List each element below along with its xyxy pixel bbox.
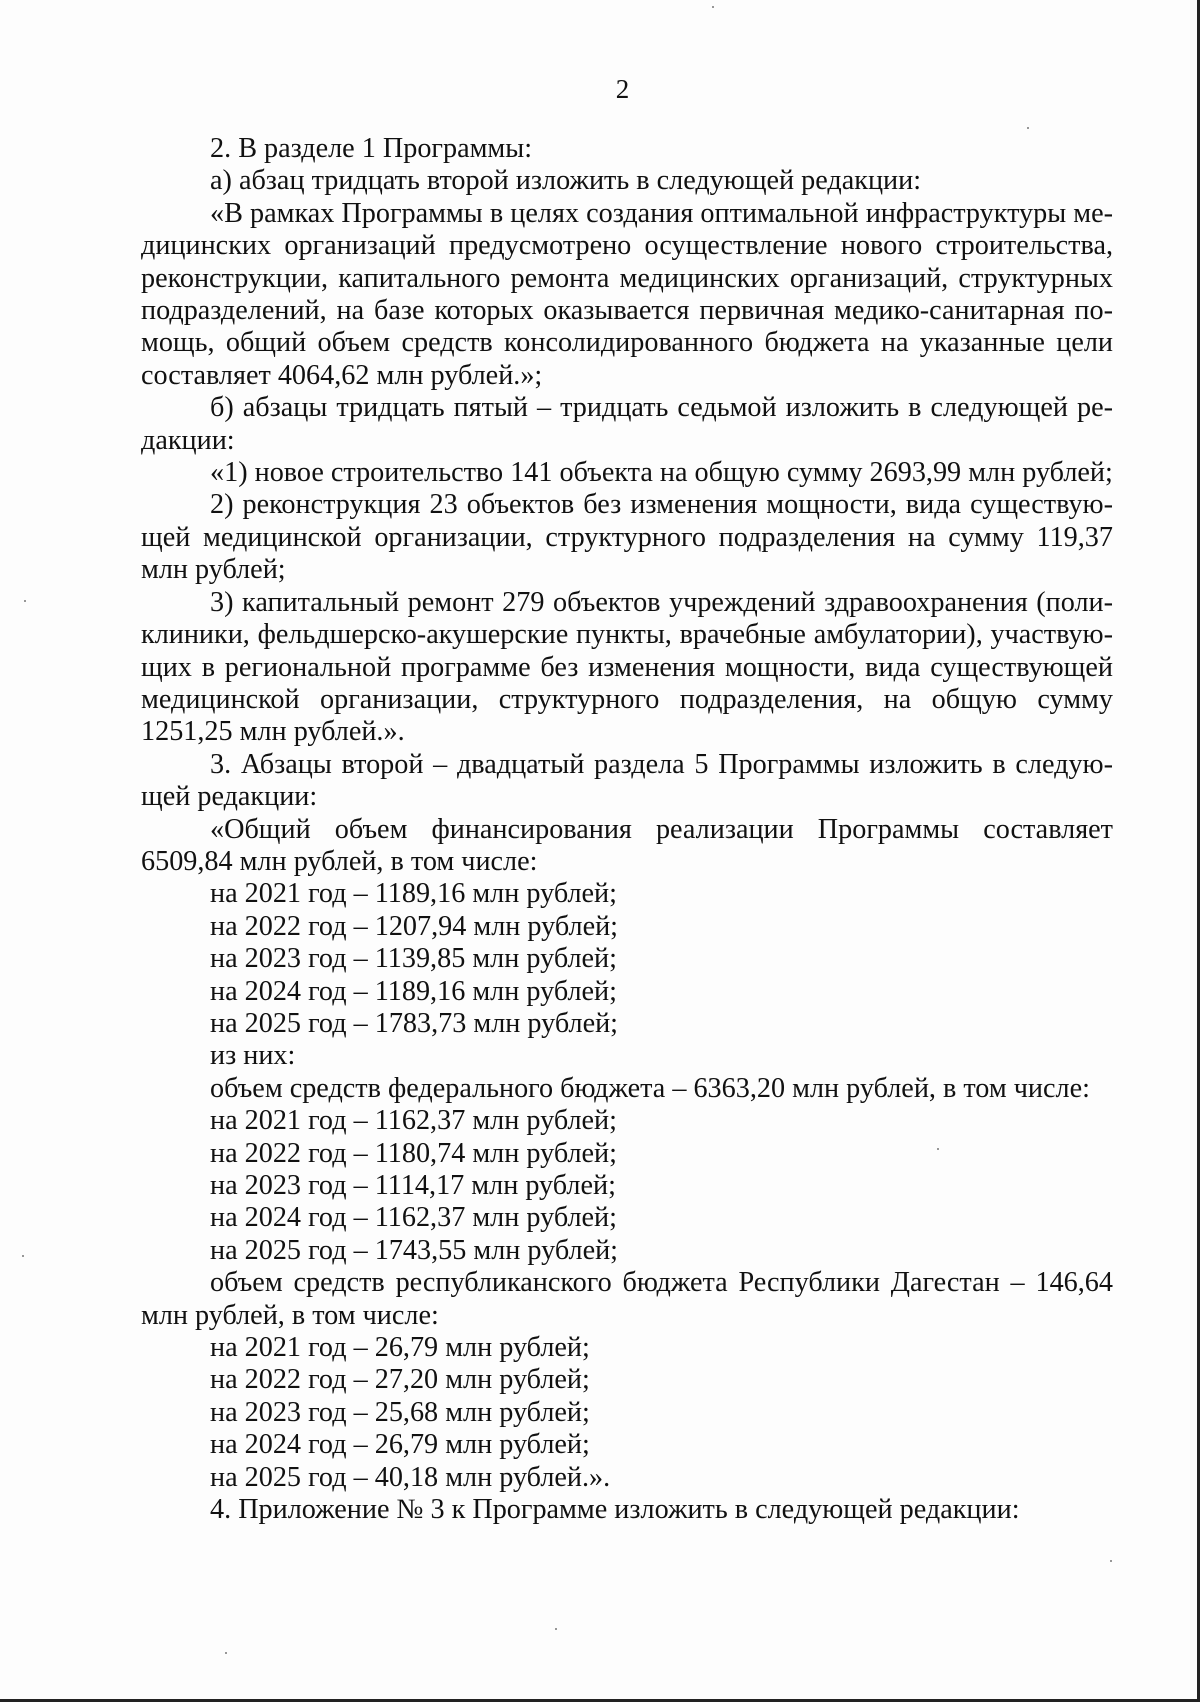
section-2-item-b-2: 2) реконструкция 23 объектов без изменения мощности, вида существующей медицинской организации, структурного подразделения на сумму 119,37 млн рублей; (141, 489, 1113, 586)
section-4-heading: 4. Приложение № 3 к Программе изложить в следующей редакции: (210, 1494, 1020, 1526)
total-year-line: на 2023 год – 1139,85 млн рублей; (210, 943, 617, 975)
section-2-item-b-3: 3) капитальный ремонт 279 объектов учреждений здравоохранения (поликлиники, фельдшерско-акушерские пункты, врачебные амбулатории), участвующих в региональной программе без изменения мощности, вида существующей медицинской организации, структурного подразделения, на общую сумму 1251,25 млн рублей.». (141, 586, 1113, 748)
section-2-heading: 2. В разделе 1 Программы: (210, 133, 533, 164)
scan-speck (937, 1148, 939, 1150)
scan-speck (712, 6, 714, 8)
of-them-label: из них: (210, 1040, 296, 1072)
section-2-item-b-intro: б) абзацы тридцать пятый – тридцать седьмой изложить в следующей редакции: (141, 392, 1113, 456)
section-3-total-intro: «Общий объем финансирования реализации Программы составляет 6509,84 млн рублей, в том числе: (141, 813, 1113, 877)
section-2-item-a-text: «В рамках Программы в целях создания оптимальной инфраструктуры медицинских организаций предусмотрено осуществление нового строительства, реконструкции, капитального ремонта медицинских организаций, структурных подразделений, на базе которых оказывается первичная медико-санитарная помощь, общий объем средств консолидированного бюджета на указанные цели составляет 4064,62 млн рублей.»; (141, 197, 1113, 391)
federal-year-line: на 2024 год – 1162,37 млн рублей; (210, 1202, 617, 1234)
republic-budget-intro: объем средств республиканского бюджета Республики Дагестан – 146,64 млн рублей, в том числе: (141, 1267, 1113, 1331)
scan-speck (555, 1628, 557, 1630)
scan-speck (1110, 1560, 1112, 1562)
total-year-line: на 2022 год – 1207,94 млн рублей; (210, 910, 619, 942)
scan-speck (225, 1652, 227, 1654)
scan-speck (1027, 127, 1029, 129)
federal-year-line: на 2025 год – 1743,55 млн рублей; (210, 1234, 619, 1266)
scan-speck (24, 600, 26, 602)
federal-year-line: на 2022 год – 1180,74 млн рублей; (210, 1137, 617, 1169)
page-number: 2 (615, 74, 630, 104)
republic-year-line: на 2021 год – 26,79 млн рублей; (210, 1332, 590, 1364)
republic-year-line: на 2025 год – 40,18 млн рублей.». (210, 1461, 611, 1493)
scan-speck (22, 1255, 24, 1257)
total-year-line: на 2025 год – 1783,73 млн рублей; (210, 1007, 619, 1039)
section-3-heading: 3. Абзацы второй – двадцатый раздела 5 Программы изложить в следующей редакции: (141, 748, 1113, 813)
section-2-item-b-1: «1) новое строительство 141 объекта на общую сумму 2693,99 млн рублей; (210, 457, 1113, 489)
total-year-line: на 2024 год – 1189,16 млн рублей; (210, 975, 617, 1007)
federal-budget-intro: объем средств федерального бюджета – 6363,20 млн рублей, в том числе: (210, 1072, 1090, 1104)
republic-year-line: на 2023 год – 25,68 млн рублей; (210, 1396, 590, 1428)
federal-year-line: на 2021 год – 1162,37 млн рублей; (210, 1105, 617, 1137)
total-year-line: на 2021 год – 1189,16 млн рублей; (210, 878, 617, 910)
federal-year-line: на 2023 год – 1114,17 млн рублей; (210, 1170, 616, 1201)
republic-year-line: на 2022 год – 27,20 млн рублей; (210, 1364, 590, 1396)
section-2-item-a-intro: а) абзац тридцать второй изложить в следующей редакции: (210, 165, 922, 197)
republic-year-line: на 2024 год – 26,79 млн рублей; (210, 1429, 590, 1461)
document-body (141, 133, 1113, 1526)
